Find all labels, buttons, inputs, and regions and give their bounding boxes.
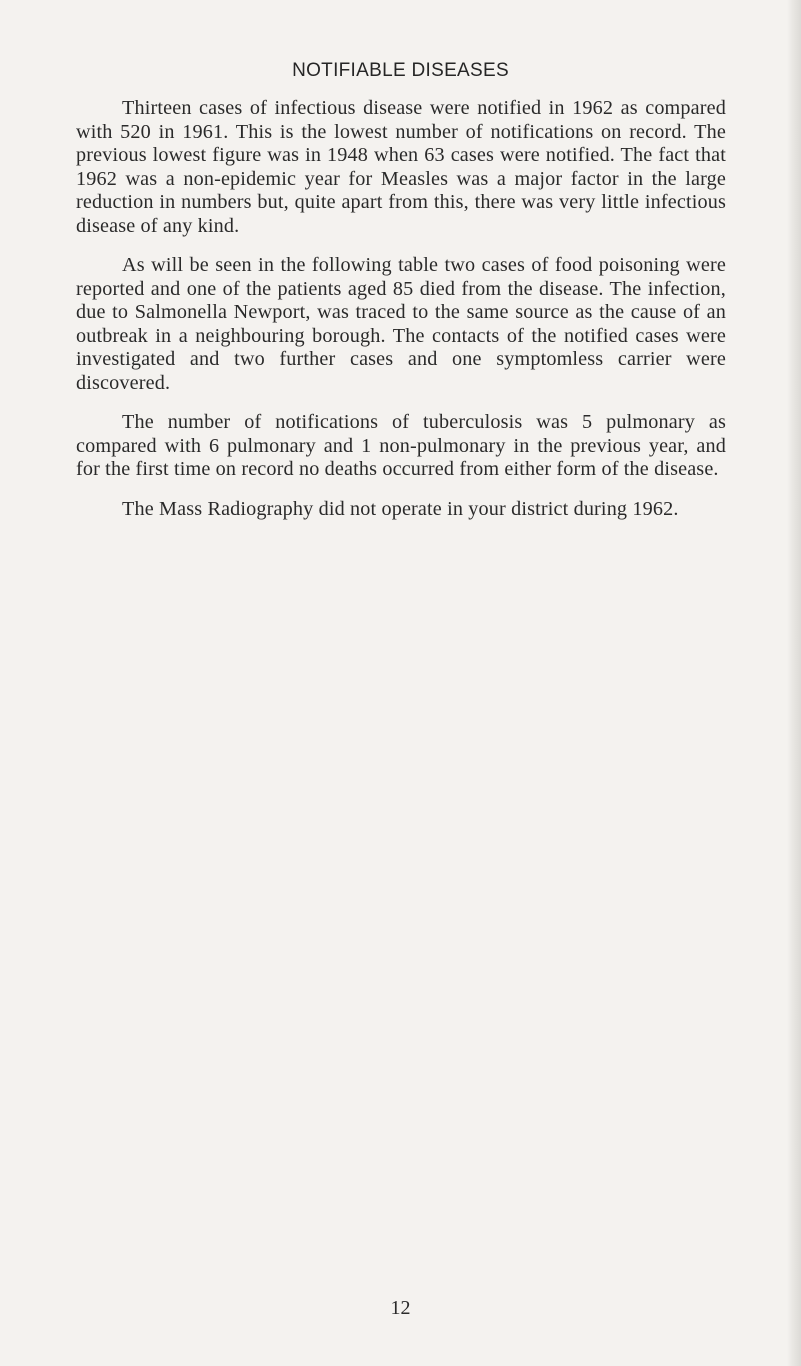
- paragraph-notifications: Thirteen cases of infectious disease were notified in 1962 as compared with 520 in 1961. This is the lowest number of notifications on record. The previous lowest figure was in 1948 when 63 cases were notified. The fact that 1962 was a non-epidemic year for Measles was a major factor in the large reduction in numbers but, quite apart from this, there was very little infectious disease of any kind.: [76, 97, 726, 237]
- paragraph-mass-radiography: The Mass Radiography did not operate in your district during 1962.: [122, 497, 679, 520]
- paragraph-food-poisoning: As will be seen in the following table two cases of food poisoning were reported and one of the patients aged 85 died from the disease. The infection, due to Salmonella Newport, was traced to the same source as the cause of an outbreak in a neighbouring borough. The contacts of the notified cases were investigated and two further cases and one symptomless carrier were discovered.: [76, 254, 726, 394]
- page-number: 12: [390, 1297, 411, 1319]
- page-title: NOTIFIABLE DISEASES: [292, 60, 509, 81]
- body-text: [76, 97, 726, 537]
- page-edge-shadow: [787, 0, 801, 1366]
- paragraph-tuberculosis: The number of notifications of tuberculosis was 5 pulmonary as compared with 6 pulmonary and 1 non-pulmonary in the previous year, and for the first time on record no deaths occurred from either form of the disease.: [76, 411, 726, 480]
